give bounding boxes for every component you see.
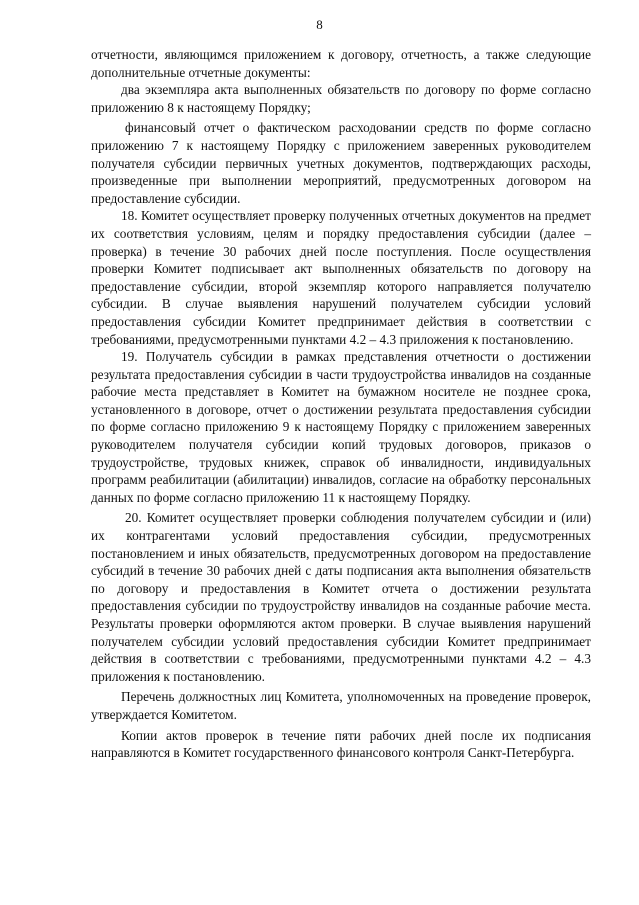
page-number: 8 [316,17,323,32]
paragraph-item-20: 20. Комитет осуществляет проверки соблюдения получателем субсидии и (или) их контрагентами условий предоставления субсидии, предусмотренных постановлением и иных обязательств, предусмотренных договором на предоставление субсидий в течение 30 рабочих дней с даты подписания акта выполнения обязательств по договору и предоставления в Комитет отчета о достижении результата предоставления субсидии по трудоустройству инвалидов на созданные рабочие места. Результаты проверки оформляются актом проверки. В случае выявления нарушений получателем субсидии условий предоставления субсидии Комитет предпринимает действия в соответствии с требованиями, предусмотренными пунктами 4.2 – 4.3 приложения к постановлению. [91,510,591,684]
document-body [91,46,591,762]
paragraph-continuation: отчетности, являющимся приложением к договору, отчетность, а также следующие дополнительные отчетные документы: [91,47,591,80]
paragraph-act-copies: два экземпляра акта выполненных обязательств по договору по форме согласно приложению 8 к настоящему Порядку; [91,82,591,115]
paragraph-item-18: 18. Комитет осуществляет проверку полученных отчетных документов на предмет их соответствия условиям, целям и порядку предоставления субсидии (далее – проверка) в течение 30 рабочих дней после поступления. После осуществления проверки Комитет подписывает акт выполненных обязательств по договору на предоставление субсидии, второй экземпляр которого направляется получателю субсидии. В случае выявления нарушений получателем субсидии условий предоставления субсидии Комитет предпринимает действия в соответствии с требованиями, предусмотренными пунктами 4.2 – 4.3 приложения к постановлению. [91,208,591,347]
paragraph-officials-list: Перечень должностных лиц Комитета, уполномоченных на проведение проверок, утверждается Комитетом. [91,689,591,722]
paragraph-act-copies-submission: Копии актов проверок в течение пяти рабочих дней после их подписания направляются в Комитет государственного финансового контроля Санкт-Петербурга. [91,727,591,761]
paragraph-item-19: 19. Получатель субсидии в рамках представления отчетности о достижении результата предоставления субсидии в части трудоустройства инвалидов на созданные рабочие места представляет в Комитет на бумажном носителе не позднее срока, установленного в договоре, отчет о достижении результата предоставления субсидии по форме согласно приложению 9 к настоящему Порядку с приложением заверенных руководителем получателя субсидии копий трудовых договоров, приказов о трудоустройстве, трудовых книжек, справок об инвалидности, индивидуальных программ реабилитации (абилитации) инвалидов, согласие на обработку персональных данных по форме согласно приложению 11 к настоящему Порядку. [91,349,591,505]
paragraph-financial-report: финансовый отчет о фактическом расходовании средств по форме согласно приложению 7 к настоящему Порядку с приложением заверенных руководителем получателя субсидии первичных учетных документов, подтверждающих расходы, произведенные при выполнении мероприятий, предусмотренных договором на предоставление субсидии. [91,120,591,206]
